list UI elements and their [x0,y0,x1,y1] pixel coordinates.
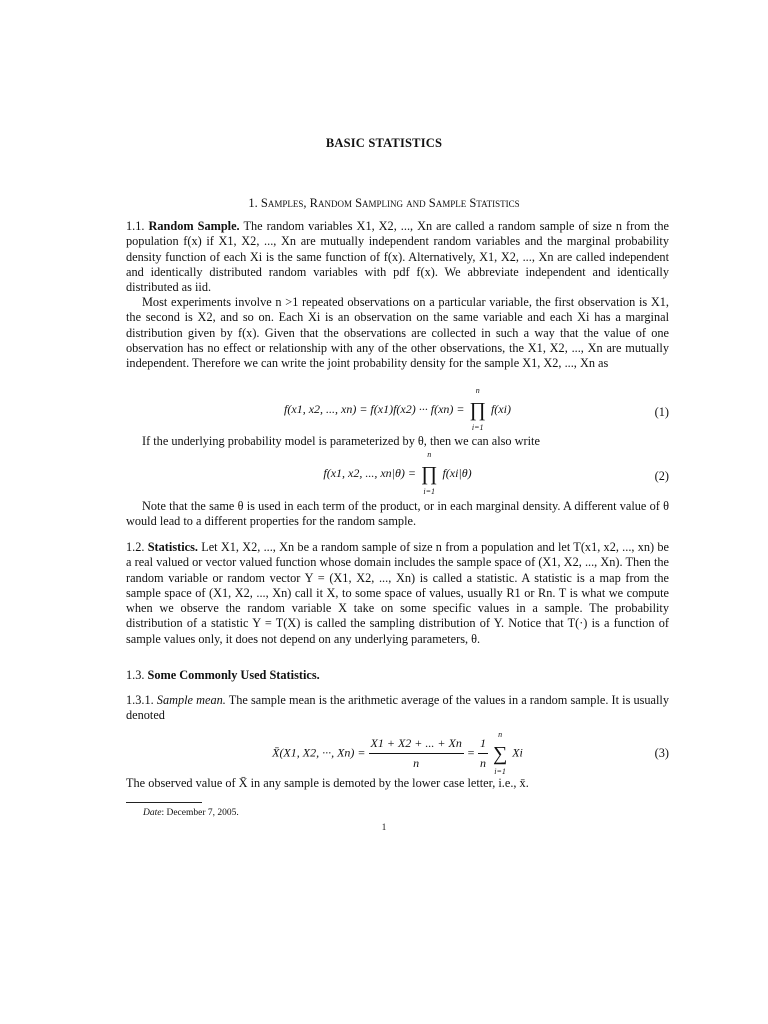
product-lower-limit: i=1 [471,423,484,432]
equation-1 [126,386,669,434]
footnote-text: : December 7, 2005. [161,808,239,818]
subsection-heading: Random Sample. [148,219,240,233]
fraction-denominator: n [479,756,486,770]
fraction-numerator: X1 + X2 + ... + Xn [369,736,464,754]
equation-1-lhs: f(x1, x2, ..., xn) = f(x1)f(x2) ··· f(xn) = [284,401,465,416]
subsection-heading: Sample mean. [156,693,226,707]
paragraph-text: The random variables X1, X2, ..., Xn are called a random sample of size n from the population f(x) if X1, X2, ..., Xn are mutually independent random variables and the marginal probability density function of each Xi is the same function of f(x). Alternatively, X1, X2, ..., Xn are called independent and identically distributed random variables with pdf f(x). We abbreviate independent and identically distributed as iid. [126,219,669,295]
paragraph-text: If the underlying probability model is parameterized by θ, then we can also write [142,434,540,448]
equation-number: (1) [654,405,669,419]
subsection-number: 1.3.1. [126,693,154,707]
subsection-heading: Some Commonly Used Statistics. [147,668,320,682]
page-title: BASIC STATISTICS [325,136,443,150]
subsection-number: 1.2. [126,540,145,554]
subsection-number: 1.3. [126,668,145,682]
fraction [478,736,488,771]
paragraph-observed-value [126,776,669,791]
footnote-rule [126,802,202,803]
fraction [369,736,464,771]
equation-2 [126,450,669,498]
paragraph-parameterized [126,434,669,449]
paragraph-sample-mean [126,693,669,724]
footnote-label: Date [143,808,162,818]
paragraph-statistics [126,540,669,647]
subsection-heading: Statistics. [147,540,198,554]
equation-1-rhs: f(xi) [490,401,511,416]
equation-2-rhs: f(xi|θ) [442,465,472,480]
equation-3-rhs: Xi [512,745,523,760]
fraction-numerator: 1 [478,736,488,754]
paragraph-text: Most experiments involve n >1 repeated observations on a particular variable, the first observation is X1, the second is X2, and so on. Each Xi is an observation on the same variable and each Xi has a marginal distribution given by f(x). Given that the observations are collected in such a way that the value of one observation has no effect or relationship with any of the other observations, the X1, X2, ..., Xn are mutually independent. Therefore we can write the joint probability density for the sample X1, X2, ..., Xn as [126,295,669,371]
product-symbol: ∏ n i=1 [421,464,437,484]
paragraph-text: The observed value of X̄ in any sample is demoted by the lower case letter, i.e., x̄. [126,776,529,790]
paragraph-random-sample [126,219,669,295]
section-heading: 1. Samples, Random Sampling and Sample Statistics [248,196,520,210]
equation-3-lhs: X̄(X1, X2, ···, Xn) = [272,745,366,760]
product-upper-limit: n [427,450,432,459]
product-symbol: ∏ n i=1 [470,400,486,420]
equation-number: (3) [654,746,669,760]
product-upper-limit: n [475,386,480,395]
equation-3-content [126,729,669,776]
equation-number: (2) [654,469,669,483]
paragraph-theta-note [126,499,669,530]
summation-upper-limit: n [498,729,503,739]
subsection-number: 1.1. [126,219,145,233]
paragraph-text: Note that the same θ is used in each term of the product, or in each marginal density. A different value of θ would lead to a different properties for the random sample. [126,499,669,529]
paragraph-text: Let X1, X2, ..., Xn be a random sample of size n from a population and let T(x1, x2, ..., xn) be a real valued or vector valued function whose domain includes the sample space of (X1, X2, ..., Xn). Then the random variable or random vector Y = (X1, X2, ..., Xn) is called a statistic. A statistic is a map from the sample space of (X1, X2, ..., Xn) call it X, to some space of values, usually R1 or Rn. T is what we compute when we observe the random variable X take on some specific values in a sample. The probability distribution of a statistic Y = T(X) is called the sampling distribution of Y. Notice that T(·) is a function of sample values only, it does not depend on any underlying parameters, θ. [126,540,669,646]
product-lower-limit: i=1 [423,487,436,496]
paragraph-experiments [126,295,669,371]
equation-2-lhs: f(x1, x2, ..., xn|θ) = [323,465,416,480]
paragraph-text: The sample mean is the arithmetic average of the values in a random sample. It is usually denoted [126,693,669,723]
summation-lower-limit: i=1 [494,766,506,776]
footnote [143,808,239,818]
fraction-denominator: n [413,756,420,770]
equation-1-content [126,386,669,432]
summation-symbol: ∑ n i=1 [493,744,507,764]
page-number: 1 [381,822,387,832]
paragraph-common-statistics [126,668,669,683]
equation-2-content [126,450,669,496]
equation-3 [126,729,669,776]
equals-sign: = [466,745,475,760]
